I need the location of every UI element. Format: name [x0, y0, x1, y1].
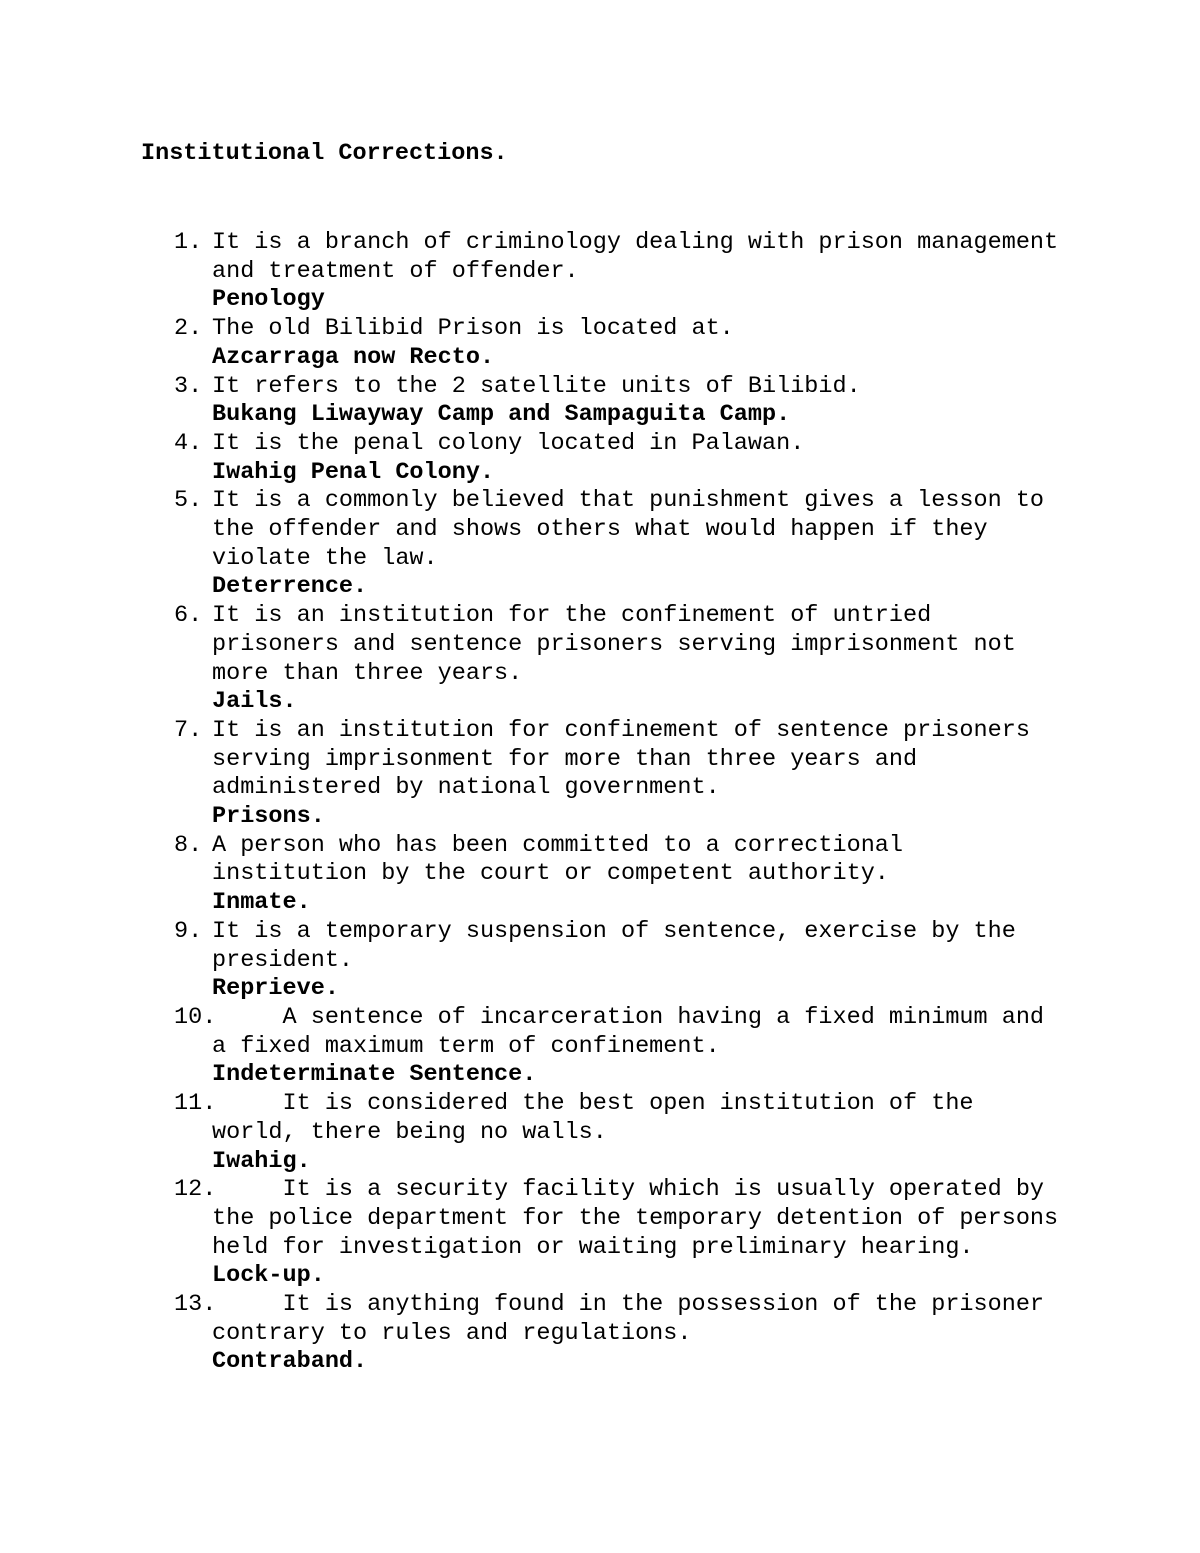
- question-text: prisoners and sentence prisoners serving imprisonment not: [212, 630, 1016, 658]
- item-number: 4.: [174, 429, 203, 457]
- answer-text: Indeterminate Sentence.: [212, 1061, 537, 1089]
- question-text: the police department for the temporary detention of persons: [212, 1204, 1059, 1232]
- question-text: It is the penal colony located in Palawan.: [212, 429, 805, 457]
- question-list: [141, 229, 1161, 1377]
- answer-text: Azcarraga now Recto.: [212, 343, 495, 371]
- item-number: 13.: [174, 1291, 217, 1319]
- answer-text: Bukang Liwayway Camp and Sampaguita Camp.: [212, 401, 791, 429]
- list-item: [141, 717, 1161, 832]
- list-item: [141, 373, 1161, 430]
- question-text: violate the law.: [212, 544, 438, 572]
- question-text: It is anything found in the possession of the prisoner: [212, 1291, 1045, 1319]
- answer-text: Penology: [212, 286, 325, 314]
- question-text: more than three years.: [212, 659, 523, 687]
- item-number: 8.: [174, 831, 203, 859]
- list-item: [141, 1291, 1161, 1377]
- item-number: 10.: [174, 1003, 217, 1031]
- answer-text: Lock-up.: [212, 1262, 325, 1290]
- item-number: 9.: [174, 917, 203, 945]
- list-item: [141, 602, 1161, 717]
- question-text: held for investigation or waiting preliminary hearing.: [212, 1233, 974, 1261]
- list-item: [141, 918, 1161, 1004]
- answer-text: Iwahig Penal Colony.: [212, 458, 495, 486]
- question-text: contrary to rules and regulations.: [212, 1319, 692, 1347]
- question-text: It refers to the 2 satellite units of Bilibid.: [212, 372, 861, 400]
- list-item: [141, 487, 1161, 602]
- item-number: 1.: [174, 229, 203, 256]
- question-text: A person who has been committed to a correctional: [212, 831, 904, 859]
- answer-text: Contraband.: [212, 1348, 368, 1376]
- answer-text: Jails.: [212, 688, 297, 716]
- question-text: It is considered the best open institution of the: [212, 1090, 974, 1118]
- document-title: Institutional Corrections.: [141, 140, 508, 167]
- question-text: institution by the court or competent authority.: [212, 860, 889, 888]
- answer-text: Reprieve.: [212, 975, 339, 1003]
- question-text: It is a commonly believed that punishment gives a lesson to: [212, 487, 1045, 515]
- item-number: 5.: [174, 487, 203, 515]
- list-item: [141, 1176, 1161, 1291]
- answer-text: Deterrence.: [212, 573, 368, 601]
- list-item: [141, 1004, 1161, 1090]
- question-text: A sentence of incarceration having a fixed minimum and: [212, 1003, 1045, 1031]
- list-item: [141, 315, 1161, 372]
- item-number: 6.: [174, 602, 203, 630]
- list-item: [141, 1090, 1161, 1176]
- question-text: administered by national government.: [212, 774, 720, 802]
- question-text: It is a branch of criminology dealing with prison management: [212, 229, 1059, 256]
- question-text: world, there being no walls.: [212, 1118, 607, 1146]
- question-text: It is a temporary suspension of sentence, exercise by the: [212, 917, 1016, 945]
- answer-text: Iwahig.: [212, 1147, 311, 1175]
- item-number: 12.: [174, 1176, 217, 1204]
- list-item: [141, 430, 1161, 487]
- question-text: a fixed maximum term of confinement.: [212, 1032, 720, 1060]
- item-number: 3.: [174, 372, 203, 400]
- question-text: serving imprisonment for more than three years and: [212, 745, 918, 773]
- question-text: and treatment of offender.: [212, 257, 579, 285]
- question-text: The old Bilibid Prison is located at.: [212, 315, 734, 343]
- answer-text: Prisons.: [212, 803, 325, 831]
- item-number: 7.: [174, 716, 203, 744]
- question-text: It is an institution for confinement of sentence prisoners: [212, 716, 1030, 744]
- question-text: It is a security facility which is usually operated by: [212, 1176, 1045, 1204]
- question-text: the offender and shows others what would happen if they: [212, 516, 988, 544]
- list-item: [141, 832, 1161, 918]
- item-number: 2.: [174, 315, 203, 343]
- question-text: president.: [212, 946, 354, 974]
- answer-text: Inmate.: [212, 889, 311, 917]
- list-item: [141, 229, 1161, 315]
- question-text: It is an institution for the confinement of untried: [212, 602, 932, 630]
- item-number: 11.: [174, 1090, 217, 1118]
